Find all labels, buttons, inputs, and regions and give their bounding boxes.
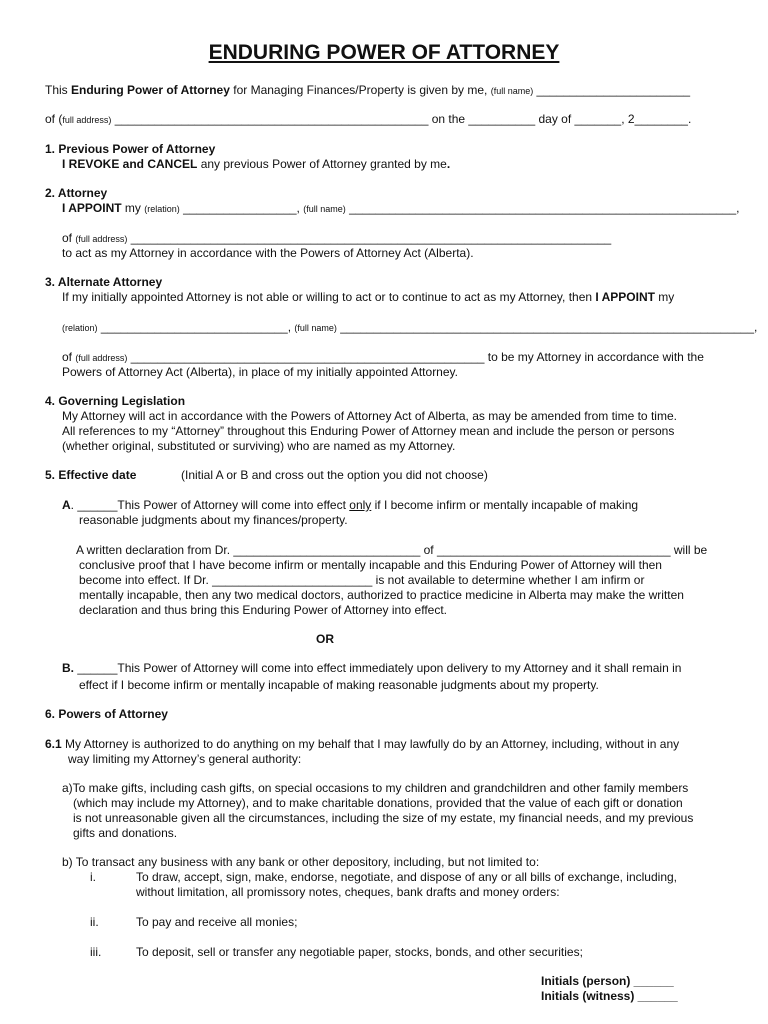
option-a-line-2: reasonable judgments about my finances/property.	[79, 513, 348, 527]
only-underlined: only	[349, 498, 372, 512]
revoke-text: any previous Power of Attorney granted by me	[197, 157, 447, 171]
power-6-1-text: My Attorney is authorized to do anything on my behalf that I may lawfully do by an Attorney, including, without in any	[61, 737, 680, 751]
appoint-line	[62, 201, 739, 217]
section-5-heading: 5. Effective date	[45, 468, 137, 482]
initials-person[interactable]: Initials (person) ______	[541, 974, 674, 988]
gifts-line-2: (which may include my Attorney), and to make charitable donations, provided that the value of each gift or donation	[73, 796, 683, 810]
item-number: iii.	[90, 945, 102, 959]
of-label: of	[62, 231, 76, 245]
option-b-line-1	[62, 661, 681, 676]
intro-line-1	[45, 83, 690, 99]
address-blank[interactable]: ________________________________________________________________________	[127, 231, 612, 245]
banking-line: b) To transact any business with any bank or other depository, including, but not limited to:	[62, 855, 540, 869]
appoint-my: my	[121, 201, 145, 215]
option-a-label: A	[62, 498, 71, 512]
revoke-bold: I REVOKE and CANCEL	[62, 157, 198, 171]
power-6-1-label: 6.1	[45, 737, 62, 751]
legislation-line-2: All references to my “Attorney” throughout this Enduring Power of Attorney mean and include the person or persons	[62, 424, 675, 438]
option-b-line-2: effect if I become infirm or mentally incapable of making reasonable judgments about my property.	[79, 678, 599, 692]
section-3-heading: 3. Alternate Attorney	[45, 275, 163, 289]
section-6-heading: 6. Powers of Attorney	[45, 707, 168, 721]
declaration-line-4: mentally incapable, then any two medical doctors, authorized to practice medicine in Alberta may make the written	[79, 588, 684, 602]
full-address-hint: (full address)	[75, 353, 128, 363]
attorney-address-line	[62, 231, 611, 247]
full-name-hint: (full name)	[490, 86, 534, 96]
section-1-text	[62, 157, 450, 172]
full-name-hint: (full name)	[303, 204, 346, 214]
power-6-1-line-1	[45, 737, 679, 752]
section-4-heading: 4. Governing Legislation	[45, 394, 186, 408]
full-name-hint: (full name)	[294, 323, 337, 333]
declaration-line-2: conclusive proof that I have become infirm or mentally incapable and this Enduring Power of Attorney will then	[79, 558, 662, 572]
effective-date-note: (Initial A or B and cross out the option you did not choose)	[181, 468, 488, 482]
option-a-line-1	[62, 498, 638, 513]
of-label: of	[62, 350, 76, 364]
relation-blank[interactable]: _________________,	[179, 201, 304, 215]
declaration-line-1[interactable]: A written declaration from Dr. ____________________________ of ___________________________________ will be	[76, 543, 708, 557]
gifts-line-1: a)To make gifts, including cash gifts, on special occasions to my children and grandchildren and other family members	[62, 781, 689, 795]
list-item-cont: without limitation, all promissory notes, cheques, bank drafts and money orders:	[136, 885, 560, 899]
initials-witness[interactable]: Initials (witness) ______	[541, 989, 678, 1003]
section-2-heading: 2. Attorney	[45, 186, 108, 200]
alternate-text-end: my	[654, 290, 675, 304]
attorney-act-line: to act as my Attorney in accordance with the Powers of Attorney Act (Alberta).	[62, 246, 474, 260]
intro-doc-name: Enduring Power of Attorney	[71, 83, 230, 97]
option-a-initial-blank[interactable]: . ______This Power of Attorney will come into effect	[70, 498, 350, 512]
option-b-initial-blank[interactable]: ______This Power of Attorney will come into effect immediately upon delivery to my Attorney and it shall remain in	[74, 661, 682, 675]
alternate-name-line	[62, 320, 757, 336]
gifts-line-3: is not unreasonable given all the circumstances, including the size of my estate, my financial needs, and my previous	[73, 811, 694, 825]
option-a-text: if I become infirm or mentally incapable of making	[371, 498, 639, 512]
full-name-blank[interactable]: _______________________	[533, 83, 691, 97]
full-name-blank[interactable]: __________________________________________________________,	[345, 201, 740, 215]
list-item: To draw, accept, sign, make, endorse, negotiate, and dispose of any or all bills of exchange, including,	[136, 870, 677, 884]
intro-line-2	[45, 112, 691, 128]
legislation-line-3: (whether original, substituted or surviving) who are named as my Attorney.	[62, 439, 456, 453]
alternate-text: If my initially appointed Attorney is not able or willing to act or to continue to act as my Attorney, then	[62, 290, 596, 304]
legislation-line-1: My Attorney will act in accordance with the Powers of Attorney Act of Alberta, as may be amended from time to time.	[62, 409, 677, 423]
power-6-1-line-2: way limiting my Attorney’s general authority:	[68, 752, 302, 766]
relation-hint: (relation)	[62, 323, 98, 333]
gifts-line-4: gifts and donations.	[73, 826, 178, 840]
intro-text: This	[45, 83, 72, 97]
declaration-line-3[interactable]: become into effect. If Dr. ________________________ is not available to determine whether I am infirm or	[79, 573, 645, 587]
declaration-line-5: declaration and thus bring this Enduring Power of Attorney into effect.	[79, 603, 448, 617]
full-address-hint: (full address)	[75, 234, 128, 244]
alternate-address-line	[62, 350, 704, 366]
item-number: i.	[90, 870, 96, 884]
appoint-bold: I APPOINT	[62, 201, 122, 215]
list-item: To deposit, sell or transfer any negotiable paper, stocks, bonds, and other securities;	[136, 945, 583, 959]
address-blank[interactable]: _____________________________________________________ to be my Attorney in accordance with the	[127, 350, 704, 364]
full-address-hint: full address)	[62, 115, 112, 125]
of-label: of (	[45, 112, 63, 126]
full-name-blank[interactable]: ______________________________________________________________,	[336, 320, 758, 334]
relation-hint: (relation)	[144, 204, 180, 214]
appoint-bold: I APPOINT	[595, 290, 655, 304]
revoke-dot: .	[446, 157, 451, 171]
address-date-blanks[interactable]: _______________________________________________ on the __________ day of _______, 2________.	[111, 112, 692, 126]
relation-blank[interactable]: ____________________________,	[97, 320, 295, 334]
section-1-heading: 1. Previous Power of Attorney	[45, 142, 216, 156]
item-number: ii.	[90, 915, 99, 929]
alternate-act-line: Powers of Attorney Act (Alberta), in place of my initially appointed Attorney.	[62, 365, 458, 379]
intro-text: for Managing Finances/Property is given by me,	[229, 83, 491, 97]
alternate-line-1	[62, 290, 674, 305]
list-item: To pay and receive all monies;	[136, 915, 298, 929]
or-separator: OR	[316, 632, 334, 646]
document-title: ENDURING POWER OF ATTORNEY	[208, 41, 560, 64]
option-b-label: B.	[62, 661, 74, 675]
